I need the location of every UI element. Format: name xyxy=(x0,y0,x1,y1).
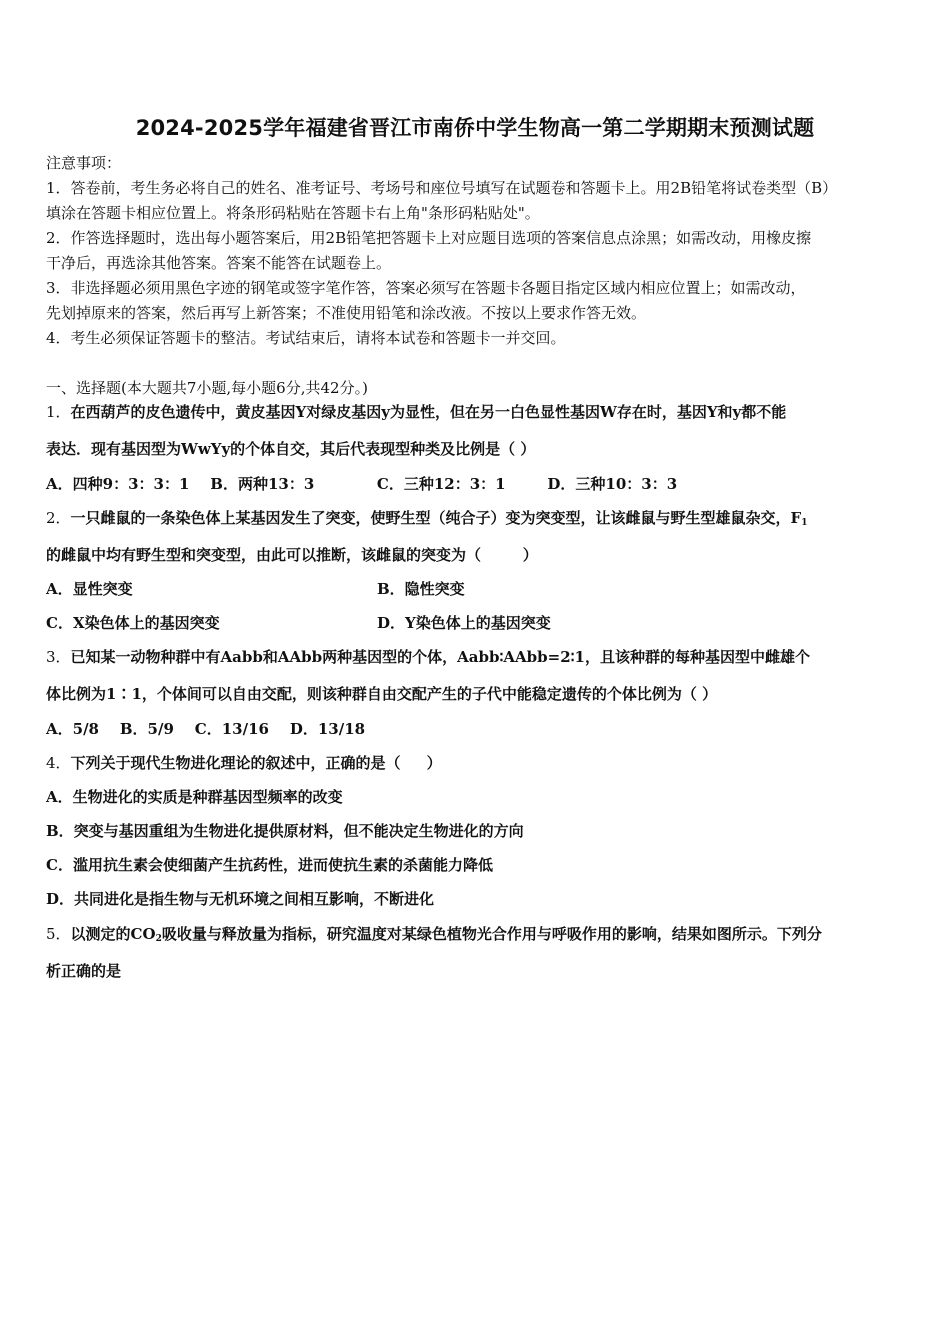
option-c: C．滥用抗生素会使细菌产生抗药性，进而使抗生素的杀菌能力降低 xyxy=(46,856,493,874)
notice-item: 4．考生必须保证答题卡的整洁。考试结束后，请将本试卷和答题卡一并交回。 xyxy=(46,329,566,347)
question-3 xyxy=(46,646,810,667)
option-b: B．隐性突变 xyxy=(377,580,465,598)
question-5 xyxy=(46,923,822,944)
subscript: 1 xyxy=(801,518,808,528)
question-4 xyxy=(46,752,442,773)
notice-item: 3．非选择题必须用黑色字迹的钢笔或签字笔作答，答案必须写在答题卡各题目指定区域内相应位置上；如需改动， xyxy=(46,279,806,297)
option-c: C．X染色体上的基因突变 xyxy=(46,614,220,632)
question-text-cont: 析正确的是 xyxy=(46,962,122,980)
question-2 xyxy=(46,507,807,528)
page-title: 2024-2025学年福建省晋江市南侨中学生物高一第二学期期末预测试题 xyxy=(135,116,815,140)
question-number: 5． xyxy=(46,925,71,943)
question-number: 4． xyxy=(46,754,71,772)
question-number: 1． xyxy=(46,403,71,421)
question-text: 一只雌鼠的一条染色体上某基因发生了突变，使野生型（纯合子）变为突变型，让该雌鼠与野生型雄鼠杂交，F xyxy=(70,509,802,527)
section-heading: 一、选择题(本大题共7小题,每小题6分,共42分。) xyxy=(46,379,368,397)
question-text-cont: 体比例为1∶1，个体间可以自由交配，则该种群自由交配产生的子代中能稳定遗传的个体比例为（ ） xyxy=(46,685,718,703)
question-1 xyxy=(46,401,786,422)
option-a: A．生物进化的实质是种群基因型频率的改变 xyxy=(46,788,343,806)
question-text: 以测定的CO xyxy=(70,925,156,943)
question-text: 已知某一动物种群中有Aabb和AAbb两种基因型的个体，Aabb∶AAbb=2∶1，且该种群的每种基因型中雌雄个 xyxy=(70,648,810,666)
question-text: 在西葫芦的皮色遗传中，黄皮基因Y对绿皮基因y为显性，但在另一白色显性基因W存在时，基因Y和y都不能 xyxy=(70,403,787,421)
notice-item: 先划掉原来的答案，然后再写上新答案；不准使用铅笔和涂改液。不按以上要求作答无效。 xyxy=(46,304,647,322)
question-text: 吸收量与释放量为指标，研究温度对某绿色植物光合作用与呼吸作用的影响，结果如图所示。下列分 xyxy=(161,925,822,943)
notice-item: 干净后，再选涂其他答案。答案不能答在试题卷上。 xyxy=(46,254,392,272)
notice-item: 1．答卷前，考生务必将自己的姓名、准考证号、考场号和座位号填写在试题卷和答题卡上。用2B铅笔将试卷类型（B） xyxy=(46,179,838,197)
option-b: B．突变与基因重组为生物进化提供原材料，但不能决定生物进化的方向 xyxy=(46,822,524,840)
subscript: 2 xyxy=(155,934,162,944)
question-number: 3． xyxy=(46,648,71,666)
notice-heading: 注意事项： xyxy=(46,154,122,172)
question-number: 2． xyxy=(46,509,71,527)
question-text-cont: 表达．现有基因型为WwYy的个体自交，其后代表现型种类及比例是（ ） xyxy=(46,440,536,458)
question-3-options: A．5/8 B．5/9 C．13/16 D．13/18 xyxy=(46,720,366,738)
option-a: A．显性突变 xyxy=(46,580,133,598)
question-text-cont: 的雌鼠中均有野生型和突变型，由此可以推断，该雌鼠的突变为（ ） xyxy=(46,546,538,564)
option-d: D．共同进化是指生物与无机环境之间相互影响，不断进化 xyxy=(46,890,435,908)
question-1-options: A．四种9：3：3：1 B．两种13：3 C．三种12：3：1 D．三种10：3：3 xyxy=(46,475,678,493)
question-text: 下列关于现代生物进化理论的叙述中，正确的是（ ） xyxy=(70,754,442,772)
notice-item: 填涂在答题卡相应位置上。将条形码粘贴在答题卡右上角"条形码粘贴处"。 xyxy=(46,204,540,222)
option-d: D．Y染色体上的基因突变 xyxy=(377,614,551,632)
notice-item: 2．作答选择题时，选出每小题答案后，用2B铅笔把答题卡上对应题目选项的答案信息点涂黑；如需改动，用橡皮擦 xyxy=(46,229,812,247)
